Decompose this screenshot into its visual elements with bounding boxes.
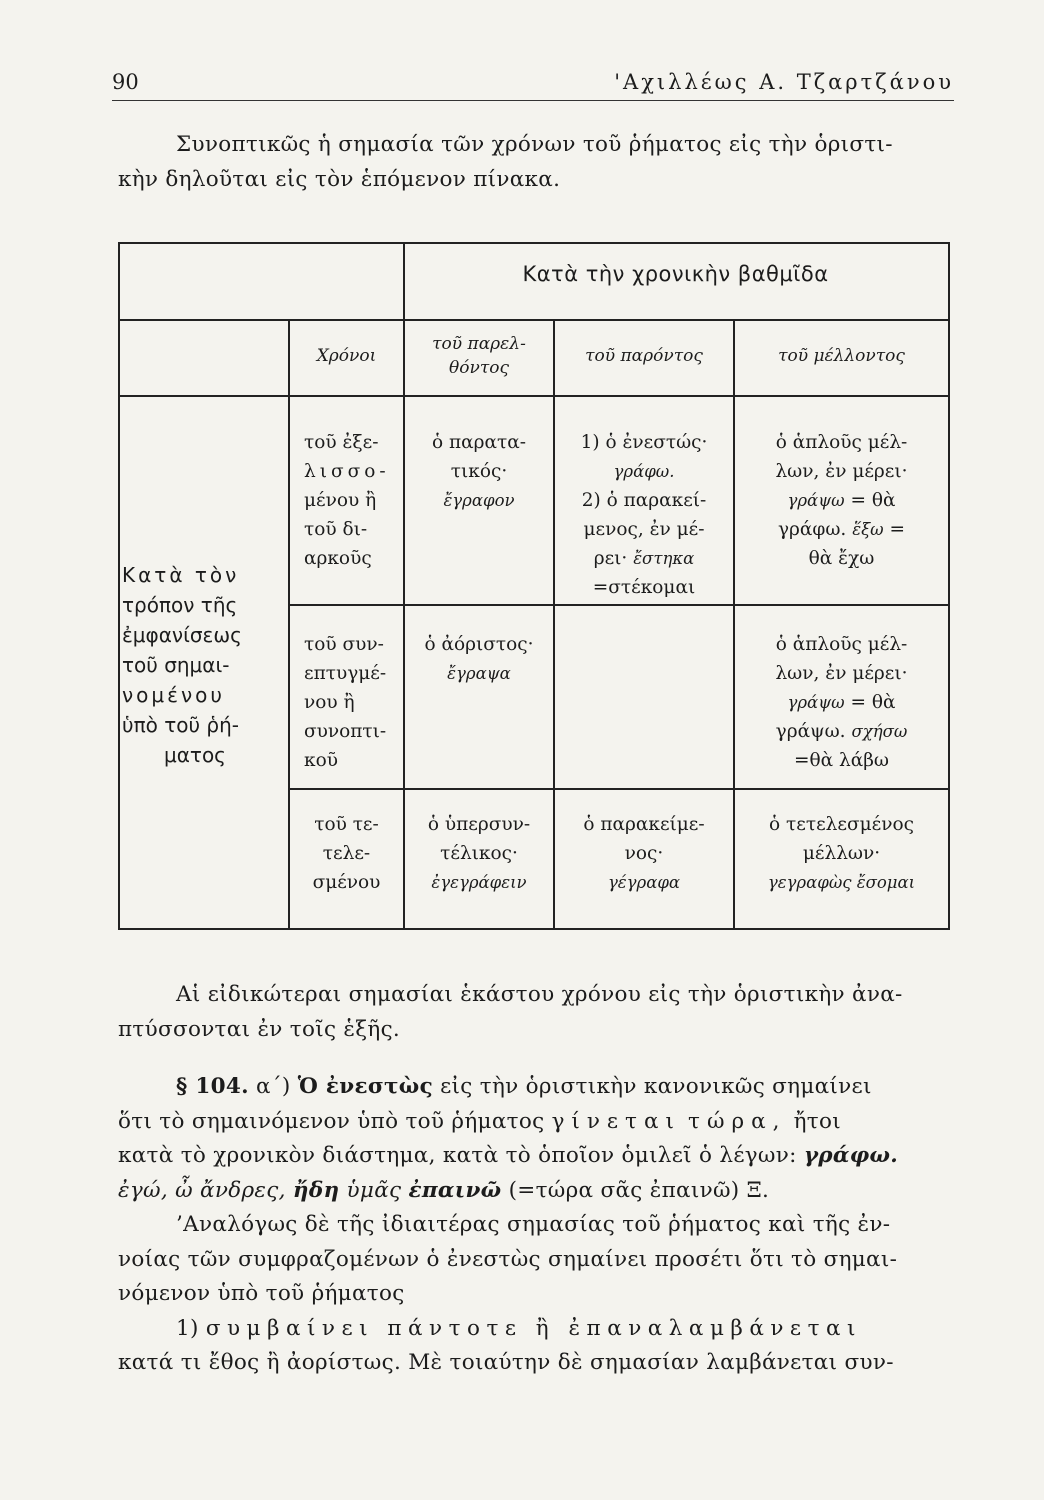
- section-number: § 104.: [176, 1074, 249, 1099]
- page-number: 90: [112, 70, 139, 94]
- intro-line-2: κὴν δηλοῦται εἰς τὸν ἑπόμενον πίνακα.: [118, 166, 561, 192]
- row-2-tense: [304, 630, 402, 775]
- cell-example: ἔστηκα: [633, 549, 695, 568]
- cell-example: γράψω: [787, 491, 845, 510]
- cell-line: [735, 515, 948, 544]
- cell-line: θὰ ἔχω: [808, 548, 875, 569]
- sub-number: α΄): [256, 1074, 291, 1099]
- col-header-past-line-2: θόντος: [449, 358, 509, 378]
- cell-line: ὁ τετελεσμένος: [769, 814, 914, 835]
- table-left-border: [118, 242, 120, 930]
- example-emph: ἤδη: [292, 1177, 340, 1203]
- cell-line: τοῦ ἐξε-: [304, 432, 379, 453]
- row-3-past: [405, 810, 553, 897]
- row-header-line: τρόπον τῆς: [122, 593, 238, 617]
- cell-example: γεγραφὼς ἔσομαι: [767, 873, 916, 892]
- row-1-tense: [304, 428, 402, 573]
- s104-line-3: [118, 1139, 956, 1174]
- row-1-past: [405, 428, 553, 515]
- spaced-text: τώρα,: [688, 1108, 787, 1134]
- cell-line: =θὰ λάβω: [793, 750, 889, 771]
- cell-line: λισσο-: [304, 461, 390, 482]
- cell-line: [555, 544, 733, 573]
- s104-line-6: νοίας τῶν συμφραζομένων ὁ ἐνεστὼς σημαίνει προσέτι ὅτι τὸ σημαι-: [118, 1246, 898, 1272]
- example-word: γράφω.: [803, 1143, 899, 1168]
- cell-example: ἐγεγράφειν: [431, 873, 527, 892]
- cell-line: [735, 717, 948, 746]
- cell-line: νος·: [624, 843, 664, 864]
- cell-text: =: [889, 519, 906, 540]
- cell-line: 1) ὁ ἐνεστώς·: [580, 432, 708, 453]
- cell-line: ὁ παρακείμε-: [583, 814, 705, 835]
- page-header: [112, 66, 954, 101]
- cell-line: λων, ἐν μέρει·: [775, 663, 908, 684]
- cell-line: [735, 688, 948, 717]
- row-3-tense: [290, 810, 403, 897]
- spaced-text: συμβαίνει πάντοτε ἢ ἐπαναλαμβάνεται: [205, 1315, 862, 1341]
- col-header-past: [405, 332, 553, 380]
- cell-line: νου ἢ: [304, 692, 355, 713]
- s104-line-5: ’Αναλόγως δὲ τῆς ἰδιαιτέρας σημασίας τοῦ ῥήματος καὶ τῆς ἐν-: [176, 1212, 891, 1237]
- cell-text: = θὰ: [850, 692, 896, 713]
- text-span: ἤτοι: [793, 1108, 841, 1134]
- cell-line: μένου ἢ: [304, 490, 377, 511]
- example-emph: ἐπαινῶ: [408, 1177, 502, 1203]
- row-1-present: [555, 428, 733, 602]
- cell-example: γράψω: [787, 693, 845, 712]
- cell-line: ὁ ὑπερσυν-: [427, 814, 531, 835]
- row-3-future: [735, 810, 948, 897]
- cell-line: τοῦ δι-: [304, 519, 368, 540]
- cell-text: ρει·: [593, 548, 628, 569]
- row-header-line: Κατὰ τὸν: [122, 563, 240, 587]
- cell-line: κοῦ: [304, 750, 338, 771]
- header-rule-2: [118, 395, 950, 397]
- section-title: Ὁ ἐνεστὼς: [297, 1074, 433, 1099]
- cell-text: γράψω.: [775, 721, 846, 742]
- cell-line: τοῦ συν-: [304, 634, 384, 655]
- text-span: ὅτι τὸ σημαινόμενον ὑπὸ τοῦ ῥήματος: [118, 1108, 545, 1134]
- s104-line-4: [118, 1174, 956, 1209]
- example-text: ἐγώ, ὦ ἄνδρες,: [118, 1177, 286, 1203]
- table-top-header: Κατὰ τὴν χρονικὴν βαθμῖδα: [522, 262, 829, 286]
- cell-line: τελε-: [322, 843, 371, 864]
- row-2-future: [735, 630, 948, 775]
- cell-line: συνοπτι-: [304, 721, 387, 742]
- cell-line: τικός·: [450, 461, 508, 482]
- cell-text: = θὰ: [850, 490, 896, 511]
- cell-line: τέλικος·: [440, 843, 518, 864]
- cell-line: ὁ ἁπλοῦς μέλ-: [775, 432, 908, 453]
- cell-line: ὁ ἁπλοῦς μέλ-: [775, 634, 908, 655]
- cell-line: ὁ παρατα-: [431, 432, 527, 453]
- cell-example: ἔγραψα: [447, 664, 511, 683]
- table-bottom-border: [118, 928, 950, 930]
- col-header-present: τοῦ παρόντος: [585, 346, 703, 366]
- cell-line: τοῦ τε-: [314, 814, 379, 835]
- header-rule-1: [118, 319, 950, 321]
- row-2-past: [405, 630, 553, 688]
- list-number: 1): [176, 1315, 199, 1341]
- col-header-future: τοῦ μέλλοντος: [778, 346, 905, 366]
- cell-line: [735, 486, 948, 515]
- row-header-line: τοῦ σημαι-: [122, 653, 230, 677]
- cell-example: ἔγραφον: [443, 491, 515, 510]
- row-rule-1: [288, 604, 950, 606]
- cell-line: =στέκομαι: [592, 577, 696, 598]
- cell-example: ἕξω: [852, 520, 884, 539]
- row-header: [122, 560, 292, 770]
- text-span: εἰς τὴν ὁριστικὴν κανονικῶς σημαίνει: [440, 1074, 872, 1099]
- col-header-past-line-1: τοῦ παρελ-: [432, 334, 526, 354]
- row-header-line: ματος: [164, 743, 226, 767]
- after-table-paragraph: [118, 978, 956, 1047]
- text-span: (=τώρα σᾶς ἐπαινῶ) Ξ.: [508, 1177, 770, 1203]
- row-header-line: νομένου: [122, 683, 225, 707]
- cell-text: γράφω.: [777, 519, 847, 540]
- cell-example: σχήσω: [851, 722, 908, 741]
- after-line-2: πτύσσονται ἐν τοῖς ἑξῆς.: [118, 1016, 401, 1042]
- cell-line: μενος, ἐν μέ-: [583, 519, 705, 540]
- s104-line-9: κατά τι ἔθος ἢ ἀορίστως. Μὲ τοιαύτην δὲ σημασίαν λαμβάνεται συν-: [118, 1350, 894, 1375]
- s104-line-8: [118, 1312, 956, 1347]
- s104-line-2: [118, 1105, 956, 1140]
- row-3-present: [555, 810, 733, 897]
- row-header-line: ὑπὸ τοῦ ῥή-: [122, 713, 240, 737]
- intro-paragraph: [118, 128, 956, 197]
- row-1-future: [735, 428, 948, 573]
- s104-line-1: [118, 1070, 956, 1105]
- cell-line: 2) ὁ παρακεί-: [581, 490, 707, 511]
- table-top-border: [118, 242, 950, 244]
- cell-line: σμένου: [312, 872, 381, 893]
- col-header-tenses: Χρόνοι: [316, 346, 377, 366]
- row-rule-2: [288, 788, 950, 790]
- cell-line: μέλλων·: [802, 843, 881, 864]
- cell-example: γέγραφα: [607, 873, 681, 892]
- after-line-1: Αἱ εἰδικώτεραι σημασίαι ἑκάστου χρόνου εἰς τὴν ὁριστικὴν ἀνα-: [176, 982, 903, 1007]
- text-span: κατὰ τὸ χρονικὸν διάστημα, κατὰ τὸ ὁποῖον ὁμιλεῖ ὁ λέγων:: [118, 1143, 797, 1168]
- row-header-line: ἐμφανίσεως: [122, 623, 242, 647]
- table-right-border: [948, 242, 950, 930]
- cell-line: αρκοῦς: [304, 548, 372, 569]
- cell-line: επτυγμέ-: [304, 663, 387, 684]
- cell-example: γράφω.: [613, 462, 675, 481]
- cell-line: λων, ἐν μέρει·: [775, 461, 908, 482]
- spaced-text: γίνεται: [551, 1108, 681, 1134]
- section-104: [118, 1070, 956, 1381]
- cell-line: ὁ ἀόριστος·: [424, 634, 534, 655]
- example-text: ὑμᾶς: [346, 1177, 402, 1203]
- s104-line-7: νόμενον ὑπὸ τοῦ ῥήματος: [118, 1281, 405, 1306]
- intro-line-1: Συνοπτικῶς ἡ σημασία τῶν χρόνων τοῦ ῥήματος εἰς τὴν ὁριστι-: [176, 132, 893, 157]
- running-head: 'Αχιλλέως Α. Τζαρτζάνου: [614, 70, 954, 94]
